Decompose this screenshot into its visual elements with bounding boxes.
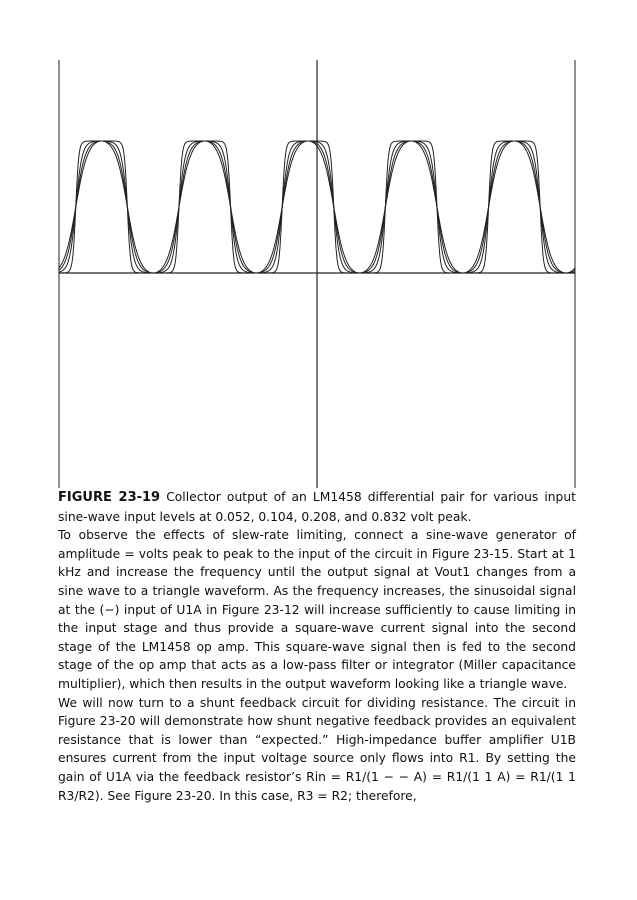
figure-caption	[58, 488, 576, 526]
figure-label: FIGURE 23-19	[58, 490, 161, 505]
body-text	[58, 488, 576, 805]
paragraph-slew-rate: To observe the effects of slew-rate limiting, connect a sine-wave generator of amplitude = volts peak to peak to the input of the circuit in Figure 23-15. Start at 1 kHz and increase the frequency until the output signal at Vout1 changes from a sine wave to a triangle waveform. As the frequency increases, the sinusoidal signal at the (−) input of U1A in Figure 23-12 will increase sufficiently to cause limiting in the input stage and thus provide a square-wave current signal into the second stage of the LM1458 op amp. This square-wave signal then is fed to the second stage of the op amp that acts as a low-pass filter or integrator (Miller capacitance multiplier), which then results in the output waveform looking like a triangle wave.	[58, 528, 576, 691]
paragraph-shunt-feedback: We will now turn to a shunt feedback circuit for dividing resistance. The circuit in Figure 23-20 will demonstrate how shunt negative feedback provides an equivalent resistance that is lower than “expected.” High-impedance buffer amplifier U1B ensures current from the input voltage source only flows into R1. By setting the gain of U1A via the feedback resistor’s Rin = R1/(1 − − A) = R1/(1 1 A) = R1/(1 1 R3/R2). See Figure 23-20. In this case, R3 = R2; therefore,	[58, 695, 576, 803]
caption-text: Collector output of an LM1458 differential pair for various input sine-wave input levels at 0.052, 0.104, 0.208, and 0.832 volt peak.	[58, 490, 576, 524]
